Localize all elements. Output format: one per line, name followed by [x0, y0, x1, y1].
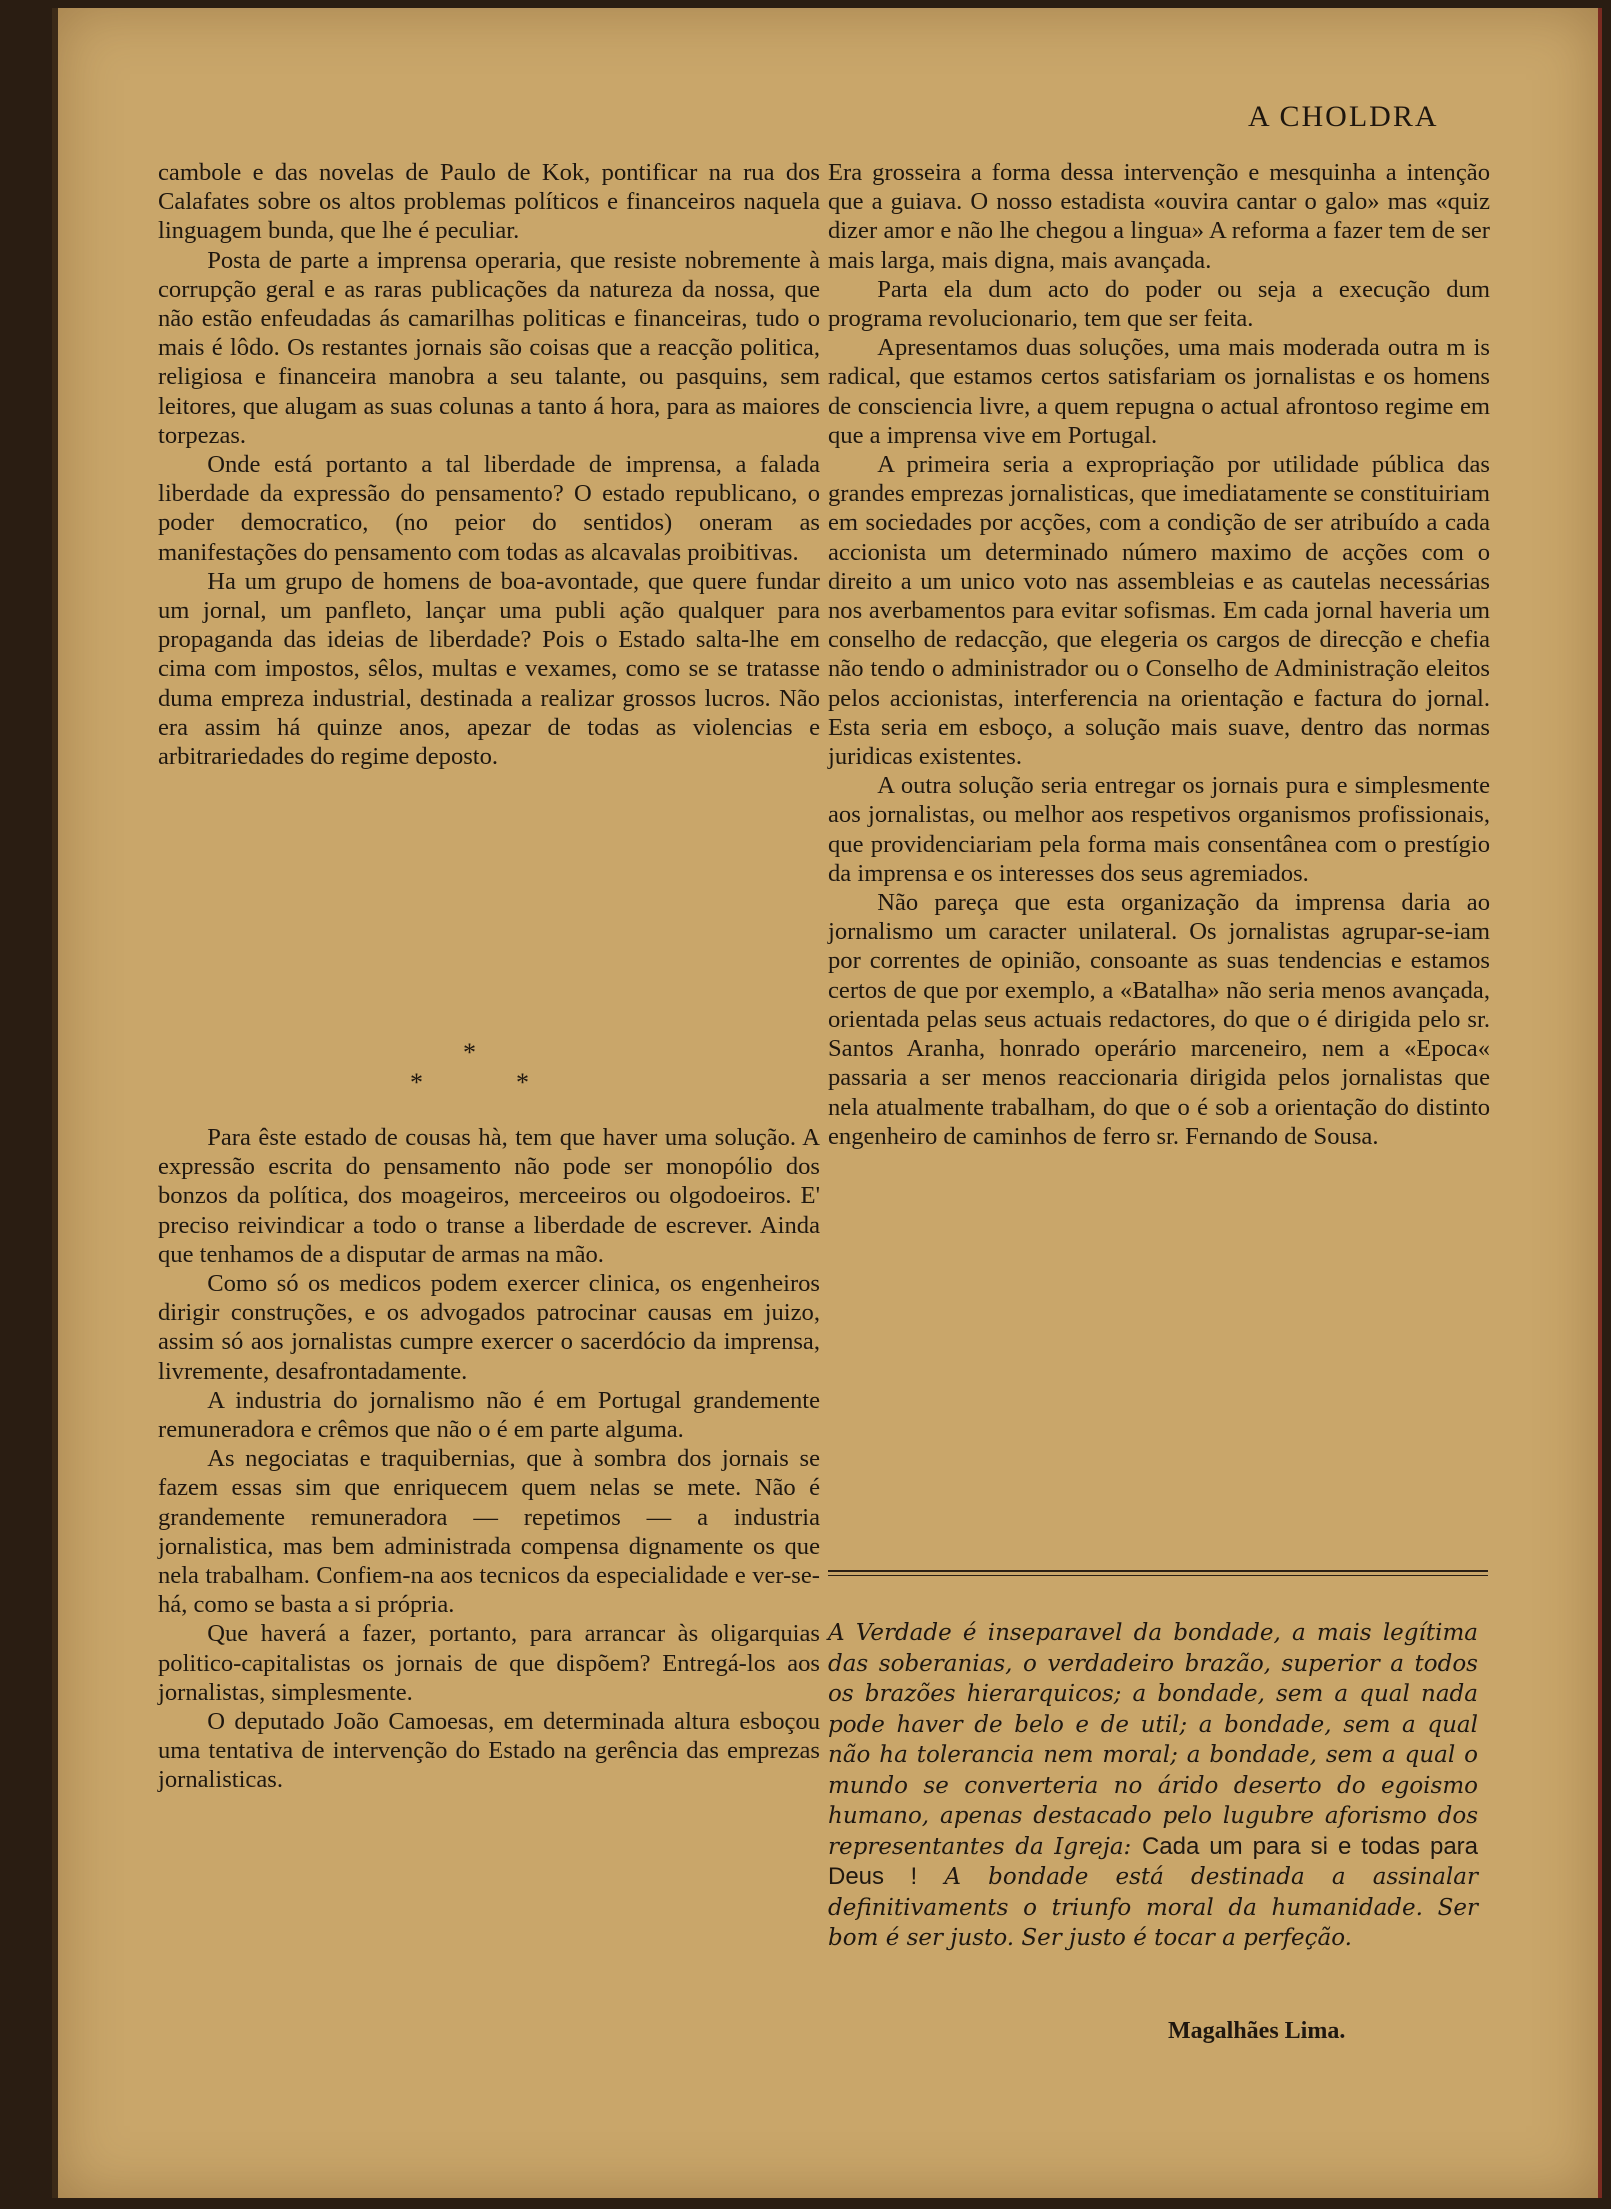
section-divider [828, 1570, 1488, 1576]
paragraph: Não pareça que esta organização da imprensa daria ao jornalismo um caracter unilateral. Os jornalistas agrupar-se-iam por correntes de opinião, consoante as suas tendencias e estamos certos de que por exemplo, a «Batalha» não seria menos avançada, orientada pelas seus actuais redactores, do que o é dirigida pelo sr. Santos Aranha, honrado operário marceneiro, nem a «Epoca« passaria a ser menos reaccionaria dirigida pelos jornalistas que nela atualmente trabalham, do que o é sob a orientação do distinto engenheiro de caminhos de ferro sr. Fernando de Sousa. [828, 889, 1490, 1150]
paragraph: O deputado João Camoesas, em determinada altura esboçou uma tentativa de intervenção do Estado na gerência das emprezas jornalisticas. [158, 1708, 820, 1794]
paragraph: cambole e das novelas de Paulo de Kok, pontificar na rua dos Calafates sobre os altos problemas políticos e financeiros naquela linguagem bunda, que lhe é peculiar. [158, 159, 820, 245]
paragraph: Como só os medicos podem exercer clinica, os engenheiros dirigir construções, e os advogados patrocinar causas em juizo, assim só aos jornalistas cumpre exercer o sacerdócio da imprensa, livremente, desafrontadamente. [158, 1270, 820, 1385]
separator-star: * [516, 1068, 529, 1097]
left-column-bottom [158, 1123, 820, 1795]
right-column [820, 158, 1490, 1151]
paragraph: A industria do jornalismo não é em Portugal grandemente remuneradora e crêmos que não o é em parte alguma. [158, 1386, 820, 1444]
separator-star: * [463, 1038, 476, 1067]
quote-aphorism: Cada um para si e todas para Deus ! [828, 1832, 1479, 1890]
quote-signature: Magalhães Lima. [1168, 2018, 1346, 2044]
paragraph: Era grosseira a forma dessa intervenção e mesquinha a intenção que a guiava. O nosso estadista «ouvira cantar o galo» mas «quiz dizer amor e não lhe chegou a lingua» A reforma a fazer tem de ser mais larga, mais digna, mais avançada. [828, 159, 1490, 274]
paragraph: Para êste estado de cousas hà, tem que haver uma solução. A expressão escrita do pensamento não pode ser monopólio dos bonzos da política, dos moageiros, merceeiros ou olgodoeiros. E' preciso reivindicar a todo o transe a liberdade de escrever. Ainda que tenhamos de a disputar de armas na mão. [158, 1124, 820, 1268]
paragraph: A outra solução seria entregar os jornais pura e simplesmente aos jornalistas, ou melhor aos respetivos organismos profissionais, que providenciariam pela forma mais consentânea com o prestígio da imprensa e os interesses dos seus agremiados. [828, 772, 1490, 887]
paragraph: A primeira seria a expropriação por utilidade pública das grandes emprezas jornalisticas, que imediatamente se constituiriam em sociedades por acções, com a condição de ser atribuído a cada accionista um determinado número maximo de acções com o direito a um unico voto nas assembleias e as cautelas necessárias nos averbamentos para evitar sofismas. Em cada jornal haveria um conselho de redacção, que elegeria os cargos de direcção e chefia não tendo o administrador ou o Conselho de Administração eleitos pelos accionistas, interferencia na orientação e factura do jornal. Esta seria em esboço, a solução mais suave, dentro das normas juridicas existentes. [828, 451, 1490, 771]
paragraph: Que haverá a fazer, portanto, para arrancar às oligarquias politico-capitalistas os jornais de que dispõem? Entregá-los aos jornalistas, simplesmente. [158, 1620, 820, 1706]
separator-star: * [410, 1068, 423, 1097]
page-header-title: A CHOLDRA [1248, 100, 1439, 133]
paragraph: Onde está portanto a tal liberdade de imprensa, a falada liberdade da expressão do pensamento? O estado republicano, o poder democratico, (no peior do sentidos) oneram as manifestações do pensamento com todas as alcavalas proibitivas. [158, 451, 820, 566]
newspaper-page [52, 8, 1602, 2198]
left-column-top [158, 158, 820, 771]
quote-block [828, 1618, 1478, 1954]
quote-text: A Verdade é inseparavel da bondade, a mais legítima das soberanias, o verdadeiro brazão, superior a todos os brazões hierarquicos; a bondade, sem a qual nada pode haver de belo e de util; a bondade, sem a qual não ha tolerancia nem moral; a bondade, sem a qual o mundo se converteria no árido deserto do egoismo humano, apenas destacado pelo lugubre aforismo dos representantes da Igreja: [828, 1620, 1478, 1860]
paragraph: Posta de parte a imprensa operaria, que resiste nobremente à corrupção geral e as raras publicações da natureza da nossa, que não estão enfeudadas ás camarilhas politicas e financeiras, tudo o mais é lôdo. Os restantes jornais são coisas que a reacção politica, religiosa e financeira manobra a seu talante, ou pasquins, sem leitores, que alugam as suas colunas a tanto á hora, para as maiores torpezas. [158, 246, 820, 449]
paragraph: Parta ela dum acto do poder ou seja a execução dum programa revolucionario, tem que ser feita. [828, 275, 1490, 333]
quote-text: A bondade está destinada a assinalar definitivaments o triunfo moral da humanidade. Ser bom é ser justo. Ser justo é tocar a perfeção. [828, 1864, 1478, 1951]
paragraph: Ha um grupo de homens de boa-avontade, que quere fundar um jornal, um panfleto, lançar uma publi ação qualquer para propaganda das ideias de liberdade? Pois o Estado salta-lhe em cima com impostos, sêlos, multas e vexames, como se se tratasse duma empreza industrial, destinada a realizar grossos lucros. Não era assim há quinze anos, apezar de todas as violencias e arbitrariedades do regime deposto. [158, 567, 820, 771]
paragraph: Apresentamos duas soluções, uma mais moderada outra m is radical, que estamos certos satisfariam os jornalistas e os homens de consciencia livre, a quem repugna o actual afrontoso regime em que a imprensa vive em Portugal. [828, 334, 1490, 449]
paragraph: As negociatas e traquibernias, que à sombra dos jornais se fazem essas sim que enriquecem quem nelas se mete. Não é grandemente remuneradora — repetimos — a industria jornalistica, mas bem administrada compensa dignamente os que nela trabalham. Confiem-na aos tecnicos da especialidade e ver-se-há, como se basta a si própria. [158, 1445, 820, 1619]
